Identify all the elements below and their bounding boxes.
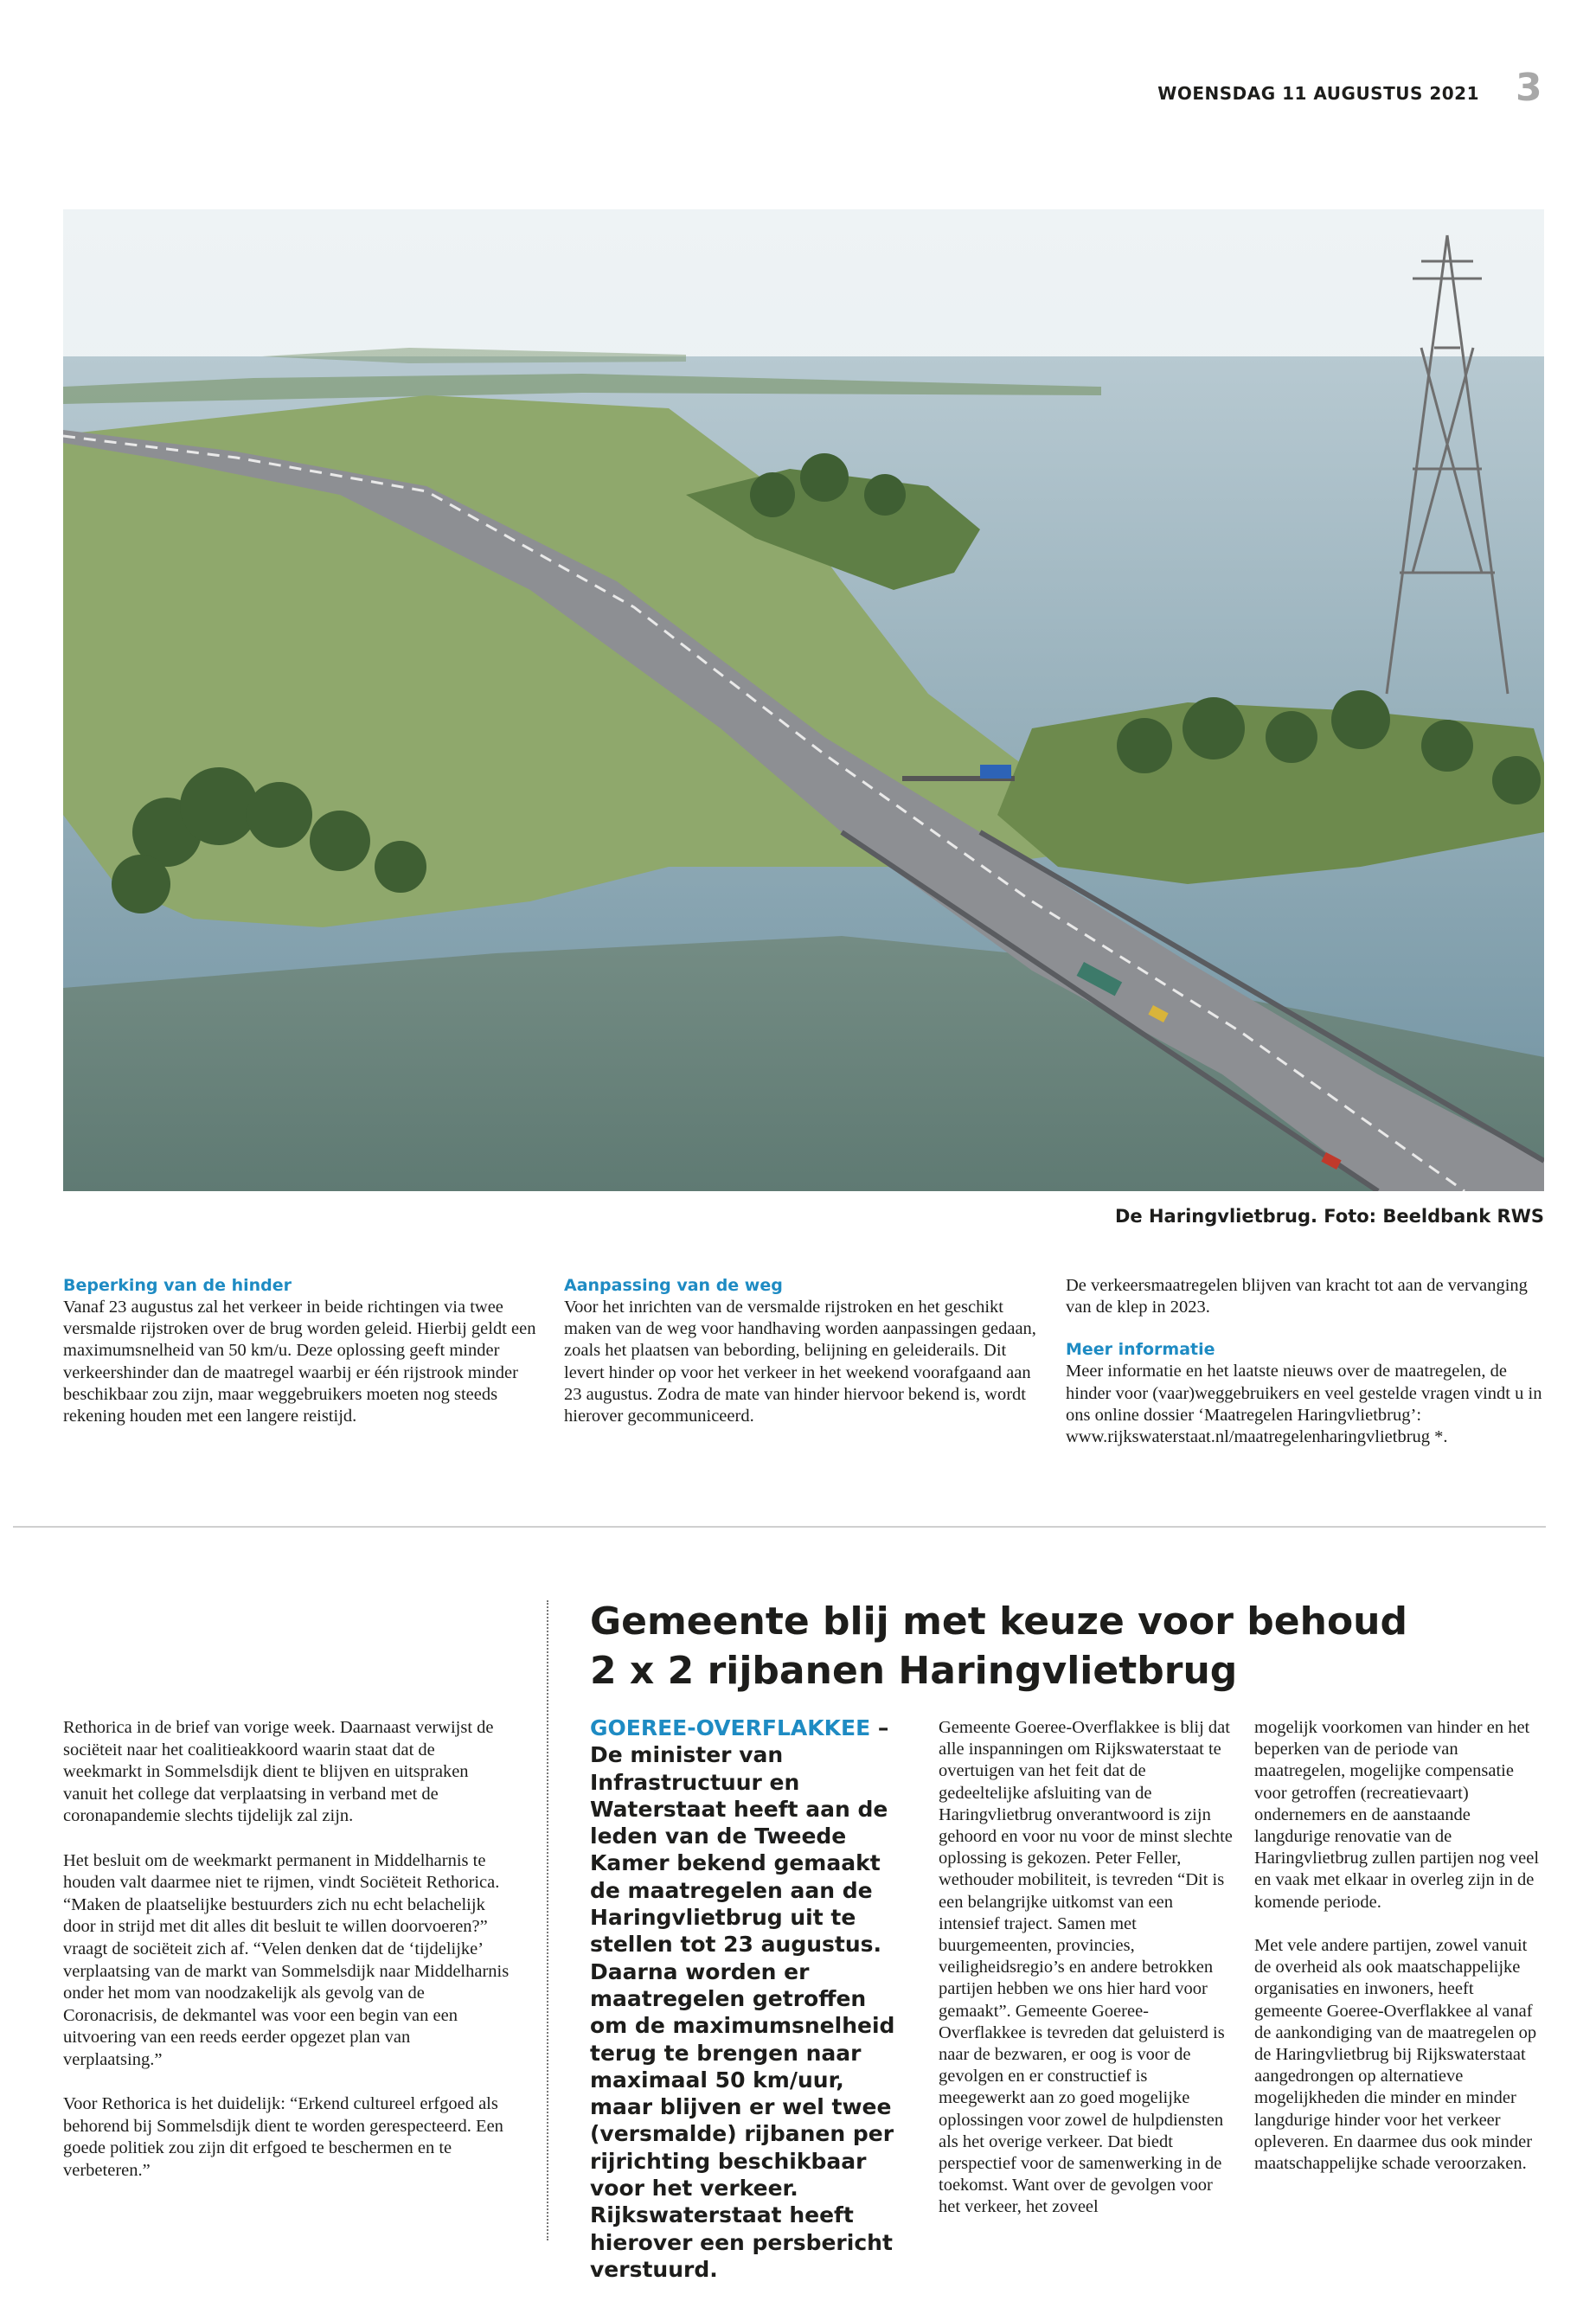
subheading: Beperking van de hinder [63,1276,292,1295]
article1-column-2 [564,1275,1044,1448]
paragraph: Gemeente Goeree-Overflakkee is blij dat alle inspanningen om Rijkswaterstaat te overtuigen van het feit dat de gedeeltelijke afsluiting van de Haringvlietbrug onverantwoord is zijn gehoord en voor nu voor de minst slechte oplossing is gekozen. Peter Feller, wethouder mobiliteit, is tevreden “Dit is een belangrijke uitkomst van een intensief traject. Samen met buurgemeenten, provincies, veiligheidsregio’s en andere betrokken partijen hebben we ons hier hard voor gemaakt”. Gemeente Goeree-Overflakkee is tevreden dat geluisterd is naar de bezwaren, er oog is voor de gevolgen en er constructief is meegewerkt aan zo goed mogelijke oplossingen voor zowel de hulpdiensten als het overige verkeer. Dat biedt perspectief voor de samenwerking in de toekomst. Want over de gevolgen voor het verkeer, het zoveel [939,1718,1233,2217]
paragraph: Voor Rethorica is het duidelijk: “Erkend cultureel erfgoed als behorend bij Sommelsdijk dient te worden gerespecteerd. Een goede politiek zou zijn dit erfgoed te beschermen en te verbeteren.” [63,2094,503,2180]
paragraph: Rethorica in de brief van vorige week. Daarnaast verwijst de sociëteit naar het coalitieakkoord waarin staat dat de weekmarkt in Sommelsdijk dient te blijven en uitspraken vanuit het college dat verplaatsing in verband met de coronapandemie slechts tijdelijk zal zijn. [63,1718,494,1826]
photo-caption: De Haringvlietbrug. Foto: Beeldbank RWS [1114,1206,1544,1227]
column-divider [547,1600,548,2240]
paragraph: Met vele andere partijen, zowel vanuit de overheid als ook maatschappelijke organisaties en inwoners, heeft gemeente Goeree-Overflakkee al vanaf de aankondiging van de maatregelen op de Haringvlietbrug bij Rijkswaterstaat aangedrongen op alternatieve mogelijkheden die minder en minder langdurige hinder voor het verkeer opleveren. En daarmee dus ook minder maatschappelijke schade veroorzaken. [1254,1936,1537,2174]
header-date: WOENSDAG 11 AUGUSTUS 2021 [1157,83,1479,104]
article-intro [590,1715,908,2283]
headline-line: Gemeente blij met keuze voor behoud [590,1599,1407,1644]
paragraph: De verkeersmaatregelen blijven van kracht tot aan de vervanging van de klep in 2023. [1066,1276,1528,1317]
article1-column-1 [63,1275,543,1448]
headline-line: 2 x 2 rijbanen Haringvlietbrug [590,1649,1238,1693]
article3-column-right [1254,1717,1544,2196]
subheading: Aanpassing van de weg [564,1276,783,1295]
paragraph: Meer informatie en het laatste nieuws over de maatregelen, de hinder voor (vaar)weggebruikers en veel gestelde vragen vindt u in ons online dossier ‘Maatregelen Haringvlietbrug’: www.rijkswaterstaat.nl/maatregelenharingvlietbrug *. [1066,1362,1542,1447]
paragraph: mogelijk voorkomen van hinder en het beperken van de periode van maatregelen, mogelijke compensatie voor getroffen (recreatievaart) ondernemers en de aanstaande langdurige renovatie van de Haringvlietbrug zullen partijen nog veel en vaak met elkaar in overleg zijn in de komende periode. [1254,1718,1540,1912]
haringvlietbrug-photo [63,209,1544,1191]
paragraph: Voor het inrichten van de versmalde rijstroken en het geschikt maken van de weg voor handhaving worden aanpassingen gedaan, zoals het plaatsen van bebording, belijning en geleiderails. Dit levert hinder op voor het verkeer in het weekend voorafgaand aan 23 augustus. Zodra de mate van hinder hiervoor bekend is, wordt hierover gecommuniceerd. [564,1298,1036,1426]
paragraph: Vanaf 23 augustus zal het verkeer in beide richtingen via twee versmalde rijstroken over de brug worden geleid. Hierbij geldt een maximumsnelheid van 50 km/u. Deze oplossing geeft minder verkeershinder dan de maatregel waarbij er één rijstrook minder beschikbaar zou zijn, maar weggebruikers moeten nog steeds rekening houden met een langere reistijd. [63,1298,536,1426]
intro-text: – De minister van Infrastructuur en Waterstaat heeft aan de leden van de Tweede Kamer bekend gemaakt de maatregelen aan de Haringvlietbrug uit te stellen tot 23 augustus. Daarna worden er maatregelen getroffen om de maximumsnelheid terug te brengen naar maximaal 50 km/uur, maar blijven er wel twee (versmalde) rijbanen per rijrichting beschikbaar voor het verkeer. Rijkswaterstaat heeft hierover een persbericht verstuurd. [590,1715,895,2282]
article-headline [590,1597,1542,1695]
article2-column [63,1717,513,2204]
dateline-kicker: GOEREE-OVERFLAKKEE [590,1715,871,1740]
section-divider [13,1526,1546,1528]
page-number: 3 [1516,66,1542,110]
article3-column-middle [939,1717,1233,2240]
subheading: Meer informatie [1066,1340,1215,1360]
article1-column-3 [1066,1275,1546,1469]
paragraph: Het besluit om de weekmarkt permanent in Middelharnis te houden valt daarmee niet te rijmen, vindt Sociëteit Rethorica. “Maken de plaatselijke bestuurders zich nu echt belachelijk door in strijd met dit alles dit besluit te willen doorvoeren?” vraagt de sociëteit zich af. “Velen denken dat de ‘tijdelijke’ verplaatsing van de markt van Sommelsdijk naar Middelharnis onder het mom van noodzakelijk als gevolg van de Coronacrisis, de dekmantel was voor een begin van een uitvoering van een reeds eerder opgezet plan van verplaatsing.” [63,1850,510,2069]
